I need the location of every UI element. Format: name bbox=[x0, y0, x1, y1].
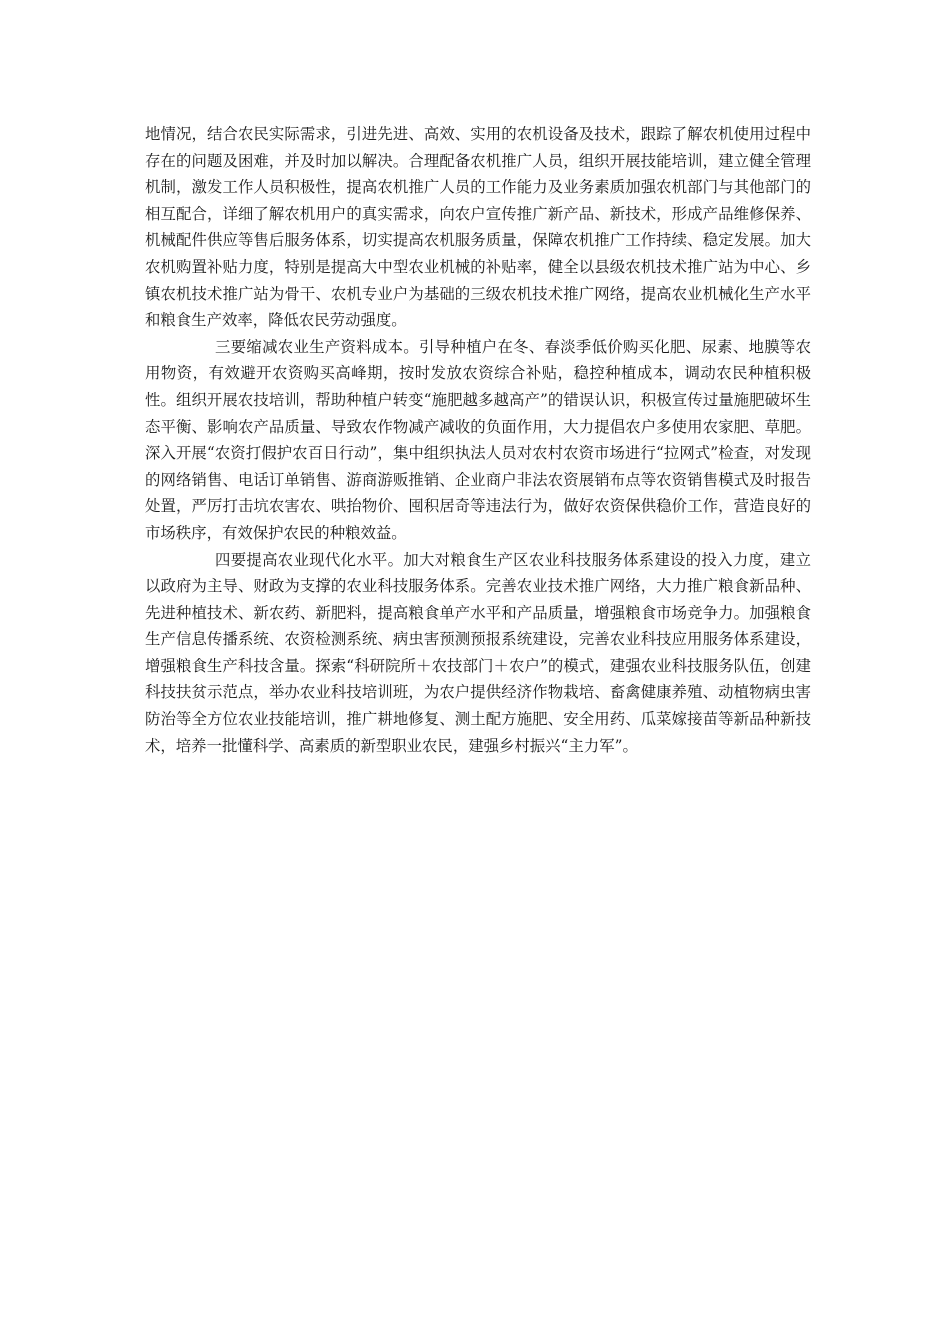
paragraph-3: 四要提高农业现代化水平。加大对粮食生产区农业科技服务体系建设的投入力度，建立以政府为主导、财政为支撑的农业科技服务体系。完善农业技术推广网络，大力推广粮食新品种、先进种植技术、新农药、新肥料，提高粮食单产水平和产品质量，增强粮食市场竞争力。加强粮食生产信息传播系统、农资检测系统、病虫害预测预报系统建设，完善农业科技应用服务体系建设，增强粮食生产科技含量。探索“科研院所＋农技部门＋农户”的模式，建强农业科技服务队伍，创建科技扶贫示范点，举办农业科技培训班，为农户提供经济作物栽培、畜禽健康养殖、动植物病虫害防治等全方位农业技能培训，推广耕地修复、测土配方施肥、安全用药、瓜菜嫁接苗等新品种新技术，培养一批懂科学、高素质的新型职业农民，建强乡村振兴“主力军”。 bbox=[145, 550, 811, 755]
paragraph-2: 三要缩减农业生产资料成本。引导种植户在冬、春淡季低价购买化肥、尿素、地膜等农用物资，有效避开农资购买高峰期，按时发放农资综合补贴，稳控种植成本，调动农民种植积极性。组织开展农技培训，帮助种植户转变“施肥越多越高产”的错误认识，积极宣传过量施肥破坏生态平衡、影响农产品质量、导致农作物减产减收的负面作用，大力提倡农户多使用农家肥、草肥。深入开展“农资打假护农百日行动”，集中组织执法人员对农村农资市场进行“拉网式”检查，对发现的网络销售、电话订单销售、游商游贩推销、企业商户非法农资展销布点等农资销售模式及时报告处置，严厉打击坑农害农、哄抬物价、囤积居奇等违法行为，做好农资保供稳价工作，营造良好的市场秩序，有效保护农民的种粮效益。 bbox=[145, 337, 811, 542]
document-body bbox=[145, 121, 811, 759]
paragraph-1: 地情况，结合农民实际需求，引进先进、高效、实用的农机设备及技术，跟踪了解农机使用过程中存在的问题及困难，并及时加以解决。合理配备农机推广人员，组织开展技能培训，建立健全管理机制，激发工作人员积极性，提高农机推广人员的工作能力及业务素质加强农机部门与其他部门的相互配合，详细了解农机用户的真实需求，向农户宣传推广新产品、新技术，形成产品维修保养、机械配件供应等售后服务体系，切实提高农机服务质量，保障农机推广工作持续、稳定发展。加大农机购置补贴力度，特别是提高大中型农业机械的补贴率，健全以县级农机技术推广站为中心、乡镇农机技术推广站为骨干、农机专业户为基础的三级农机技术推广网络，提高农业机械化生产水平和粮食生产效率，降低农民劳动强度。 bbox=[145, 125, 811, 330]
